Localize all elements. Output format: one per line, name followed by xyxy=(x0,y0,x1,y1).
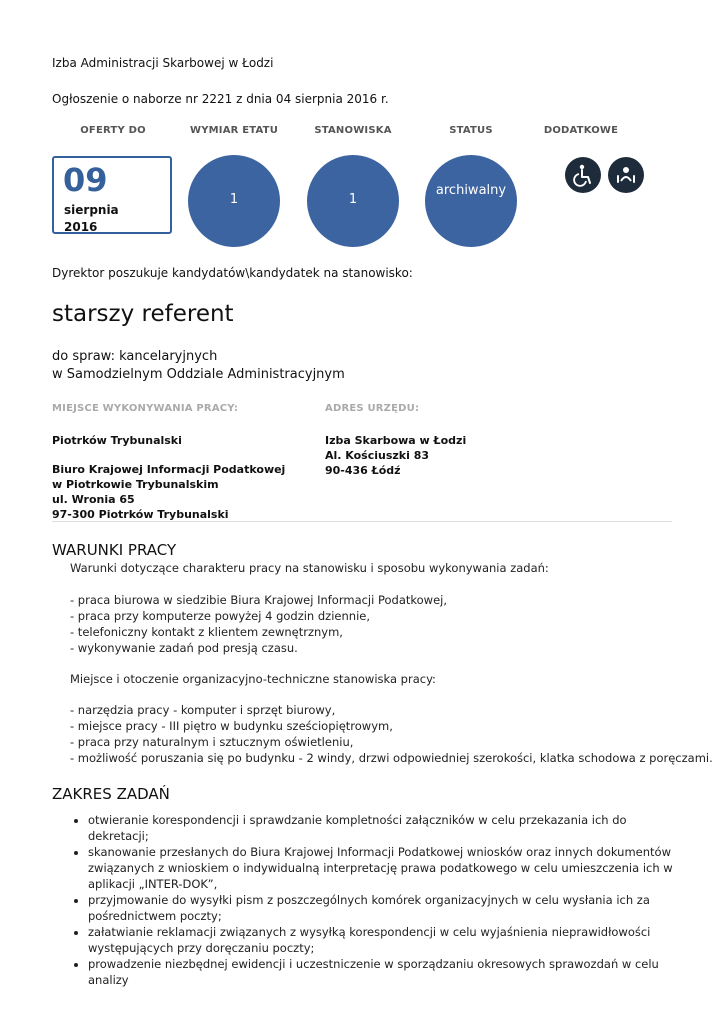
task-item: • prowadzenie niezbędnej ewidencji i uczestniczenie w sporządzaniu okresowych sprawozdań w celu analizy xyxy=(88,956,688,988)
position-subtitle-2: w Samodzielnym Oddziale Administracyjnym xyxy=(52,367,345,382)
workplace-city: Piotrków Trybunalski xyxy=(52,434,182,447)
conditions-item: - miejsce pracy - III piętro w budynku sześciopiętrowym, xyxy=(70,719,393,733)
office-address-line: Al. Kościuszki 83 xyxy=(325,449,430,462)
conditions-item: - możliwość poruszania się po budynku - 2 windy, drzwi odpowiedniej szerokości, klatka schodowa z poręczami. xyxy=(70,751,713,765)
workplace-address-line: Biuro Krajowej Informacji Podatkowej xyxy=(52,463,286,476)
deadline-label: OFERTY DO xyxy=(80,125,146,136)
conditions-item: - praca biurowa w siedzibie Biura Krajowej Informacji Podatkowej, xyxy=(70,593,448,607)
status-label: STATUS xyxy=(449,125,493,136)
office-address-line: Izba Skarbowa w Łodzi xyxy=(325,434,467,447)
task-item: • przyjmowanie do wysyłki pism z poszczególnych komórek organizacyjnych w celu wysłania ich za pośrednictwem poczty; xyxy=(88,892,688,924)
people-icon xyxy=(608,157,644,193)
fte-label: WYMIAR ETATU xyxy=(189,125,279,136)
status-value: archiwalny xyxy=(435,183,507,198)
conditions-item: - praca przy komputerze powyżej 4 godzin dziennie, xyxy=(70,609,370,623)
conditions-item: - telefoniczny kontakt z klientem zewnętrznym, xyxy=(70,625,343,639)
workplace-label: MIEJSCE WYKONYWANIA PRACY: xyxy=(52,403,239,414)
positions-value: 1 xyxy=(348,192,358,207)
wheelchair-icon xyxy=(565,157,601,193)
conditions-item: - wykonywanie zadań pod presją czasu. xyxy=(70,641,298,655)
task-item: • skanowanie przesłanych do Biura Krajowej Informacji Podatkowej wniosków oraz innych dokumentów związanych z wnioskiem o indywidualną interpretację prawa podatkowego w celu umieszczenia ich w aplikacji „INTER-DOK”, xyxy=(88,844,688,892)
office-label: ADRES URZĘDU: xyxy=(325,403,420,414)
workplace-address-line: w Piotrkowie Trybunalskim xyxy=(52,478,219,491)
task-item: • otwieranie korespondencji i sprawdzanie kompletności załączników w celu przekazania ich do dekretacji; xyxy=(88,812,688,844)
position-title: starszy referent xyxy=(52,301,234,327)
workplace-address-line: 97-300 Piotrków Trybunalski xyxy=(52,508,229,521)
workplace-address-line: ul. Wronia 65 xyxy=(52,493,135,506)
tasks-list xyxy=(70,812,688,988)
conditions-heading: WARUNKI PRACY xyxy=(52,541,177,559)
conditions-intro: Warunki dotyczące charakteru pracy na stanowisku i sposobu wykonywania zadań: xyxy=(70,561,549,575)
office-address-line: 90-436 Łódź xyxy=(325,464,401,477)
conditions-intro-2: Miejsce i otoczenie organizacyjno-techniczne stanowiska pracy: xyxy=(70,672,436,686)
divider xyxy=(52,521,672,522)
positions-label: STANOWISKA xyxy=(314,125,392,136)
task-item: • załatwianie reklamacji związanych z wysyłką korespondencji w celu wyjaśnienia nieprawidłowości występujących przy doręczaniu poczty; xyxy=(88,924,688,956)
position-subtitle-1: do spraw: kancelaryjnych xyxy=(52,349,218,364)
announcement-title: Ogłoszenie o naborze nr 2221 z dnia 04 sierpnia 2016 r. xyxy=(52,92,389,106)
tasks-heading: ZAKRES ZADAŃ xyxy=(52,785,170,803)
deadline-year: 2016 xyxy=(64,220,98,234)
fte-circle xyxy=(188,155,280,247)
extras-label: DODATKOWE xyxy=(543,125,619,136)
positions-circle xyxy=(307,155,399,247)
organization-name: Izba Administracji Skarbowej w Łodzi xyxy=(52,56,274,70)
fte-value: 1 xyxy=(229,192,239,207)
deadline-month: sierpnia xyxy=(64,203,119,217)
deadline-day: 09 xyxy=(63,161,108,199)
status-circle xyxy=(425,155,517,247)
intro-text: Dyrektor poszukuje kandydatów\kandydatek na stanowisko: xyxy=(52,266,413,280)
conditions-item: - narzędzia pracy - komputer i sprzęt biurowy, xyxy=(70,703,336,717)
conditions-item: - praca przy naturalnym i sztucznym oświetleniu, xyxy=(70,735,354,749)
deadline-date-box xyxy=(52,156,172,234)
